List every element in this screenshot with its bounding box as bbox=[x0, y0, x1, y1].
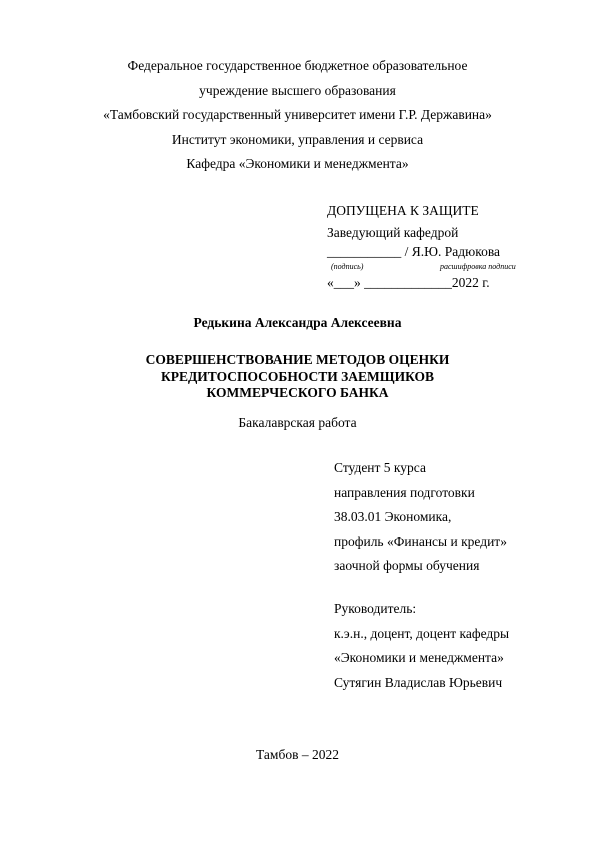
header-line-department: Кафедра «Экономики и менеджмента» bbox=[186, 156, 409, 171]
approval-signature-line: ___________ / Я.Ю. Радюкова bbox=[327, 244, 501, 259]
supervisor-info bbox=[334, 597, 584, 695]
student-info bbox=[334, 456, 584, 579]
header-line-institute: Институт экономики, управления и сервиса bbox=[171, 131, 424, 147]
caption-signature: (подпись) bbox=[331, 262, 364, 271]
approval-date-line: «___» _____________2022 г. bbox=[327, 275, 490, 290]
header-line-institution-type: учреждение высшего образования bbox=[199, 82, 396, 98]
approval-position: Заведующий кафедрой bbox=[327, 225, 459, 240]
city-year: Тамбов – 2022 bbox=[256, 747, 339, 762]
thesis-title-line: КОММЕРЧЕСКОГО БАНКА bbox=[206, 385, 389, 400]
student-profile: профиль «Финансы и кредит» bbox=[334, 533, 507, 549]
approval-block bbox=[327, 202, 577, 293]
header-line-ministry: Федеральное государственное бюджетное образовательное bbox=[127, 58, 468, 73]
caption-decoding: расшифровка подписи bbox=[440, 262, 516, 271]
student-study-form: заочной формы обучения bbox=[334, 558, 480, 573]
thesis-title-line: СОВЕРШЕНСТВОВАНИЕ МЕТОДОВ ОЦЕНКИ bbox=[145, 352, 450, 367]
header-line-university: «Тамбовский государственный университет имени Г.Р. Державина» bbox=[103, 107, 492, 122]
supervisor-name: Сутягин Владислав Юрьевич bbox=[334, 674, 503, 690]
author-name: Редькина Александра Алексеевна bbox=[193, 315, 402, 330]
signature-captions bbox=[327, 261, 577, 273]
supervisor-degree: к.э.н., доцент, доцент кафедры bbox=[334, 625, 510, 641]
thesis-title bbox=[0, 352, 595, 402]
approval-title: ДОПУЩЕНА К ЗАЩИТЕ bbox=[327, 203, 479, 218]
student-course: Студент 5 курса bbox=[334, 460, 426, 475]
student-direction-code: 38.03.01 Экономика, bbox=[334, 509, 452, 524]
work-type: Бакалаврская работа bbox=[238, 415, 357, 430]
institution-header bbox=[0, 54, 595, 177]
thesis-title-line: КРЕДИТОСПОСОБНОСТИ ЗАЕМЩИКОВ bbox=[160, 368, 435, 384]
supervisor-label: Руководитель: bbox=[334, 601, 417, 616]
student-direction-label: направления подготовки bbox=[334, 484, 475, 500]
supervisor-department: «Экономики и менеджмента» bbox=[334, 650, 504, 665]
